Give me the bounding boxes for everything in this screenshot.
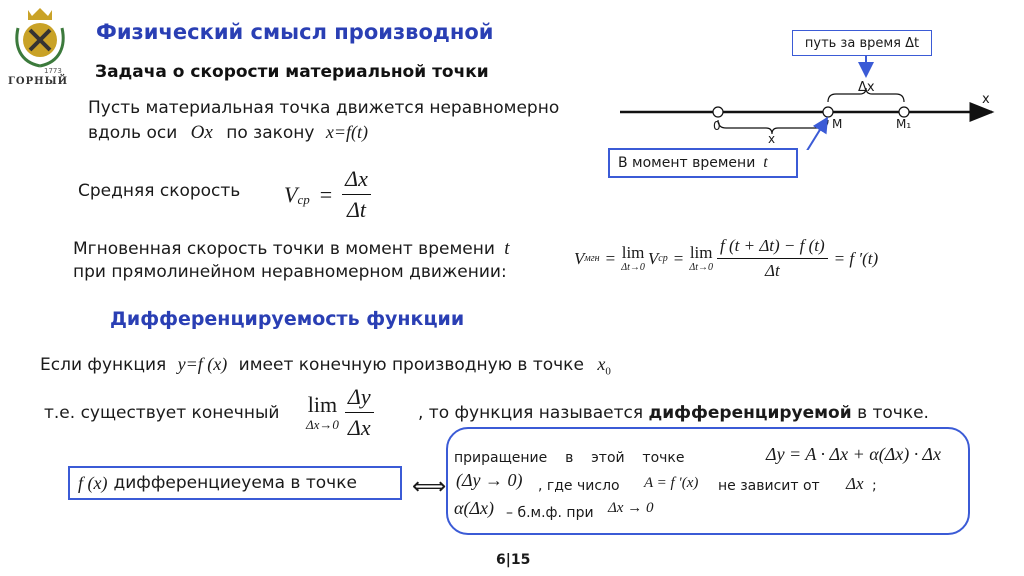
inst-speed-line-1-text: Мгновенная скорость точки в момент времени <box>73 239 495 259</box>
callout-path-text: путь за время Δt <box>804 35 920 51</box>
box-function: f (x) <box>78 472 108 493</box>
callout-time-var: t <box>763 154 768 171</box>
diff-num: Δy <box>345 384 374 413</box>
avg-speed-v-sub: cp <box>297 191 310 207</box>
diff-line-1-b: имеет конечную производную в точке <box>238 355 584 375</box>
diff-line-1 <box>40 354 611 377</box>
inst-v2: V <box>647 248 659 268</box>
inst-v-sub: мгн <box>584 253 600 264</box>
inst-v2-sub: cp <box>658 253 668 264</box>
def-row-2-formula: A = f ′(x) <box>644 475 699 491</box>
inst-rhs: = f ′(t) <box>833 248 879 268</box>
label-origin: 0 <box>713 119 721 133</box>
avg-speed-label: Средняя скорость <box>78 181 241 201</box>
def-row-2-cond: (Δy → 0) <box>456 470 523 490</box>
label-point-m1: M₁ <box>896 117 912 131</box>
label-point-m: M <box>832 117 843 131</box>
inst-lim-2 <box>689 244 713 273</box>
page-number: 6|15 <box>496 552 531 568</box>
intro-line-1: Пусть материальная точка движется неравномерно <box>88 98 560 118</box>
inst-lim-2-word: lim <box>689 243 713 262</box>
def-row-3-text: – б.м.ф. при <box>506 505 594 521</box>
diff-line-2-b-text: , то функция называется <box>418 403 644 423</box>
inst-lim-2-sub: Δt→0 <box>689 262 713 273</box>
inst-v: V <box>574 248 585 268</box>
differentiable-box <box>68 466 402 500</box>
diff-function: y=f (x) <box>177 354 228 374</box>
motion-diagram <box>600 50 1010 150</box>
diff-line-2-c: в точке. <box>857 403 929 423</box>
diff-den: Δx <box>347 415 371 440</box>
inst-speed-line-1 <box>73 238 510 260</box>
inst-num: f (t + Δt) − f (t) <box>717 236 828 259</box>
avg-speed-formula: V $_{cp}$ = $\frac{\Delta x}{\Delta t}$ <box>284 166 371 223</box>
diff-point: x <box>597 354 606 374</box>
inst-lim-1-sub: Δt→0 <box>621 262 645 273</box>
intro-law-label: по закону <box>226 123 315 143</box>
inst-speed-formula: V мгн = lim Δt→0 V cp = lim Δt→0 $\frac{f (t + \Delta t) - f (t)}{\Delta t}$ = f ′(t) <box>574 236 879 280</box>
def-row-1-formula: Δy = A · Δx + α(Δx) · Δx <box>766 444 941 464</box>
section-title-differentiability: Дифференцируемость функции <box>110 308 465 330</box>
law-formula: x=f(t) <box>325 122 369 142</box>
diff-lim-sub: Δx→0 <box>306 417 339 432</box>
diff-point-sub: 0 <box>605 365 611 378</box>
inst-fraction <box>717 236 828 281</box>
intro-line-2 <box>88 122 368 144</box>
diff-fraction <box>345 384 374 441</box>
inst-speed-t: t <box>504 238 510 259</box>
diff-limit-formula <box>306 384 374 441</box>
intro-axis-label: вдоль оси <box>88 123 178 143</box>
university-logo <box>6 4 74 90</box>
logo-year: 1773 <box>44 67 62 75</box>
def-row-2-end: ; <box>872 478 877 494</box>
avg-speed-den: Δt <box>346 197 367 222</box>
def-row-3-alpha: α(Δx) <box>454 498 494 518</box>
label-x-axis: x <box>982 92 990 107</box>
avg-speed-v: V <box>284 181 298 207</box>
def-row-1-text: приращение в этой точке <box>454 450 685 466</box>
def-row-2-var: Δx <box>846 474 864 493</box>
def-row-2-text: , где число <box>538 478 620 494</box>
inst-lim-1 <box>621 244 645 273</box>
axis-ox: Ox <box>190 122 213 143</box>
callout-time-text: В момент времени <box>618 155 756 171</box>
diff-lim-word: lim <box>307 392 338 417</box>
inst-lim-1-word: lim <box>621 243 645 262</box>
def-row-3-cond: Δx → 0 <box>608 500 654 516</box>
diff-line-1-a: Если функция <box>40 355 167 375</box>
label-x-segment: x <box>768 132 776 146</box>
inst-den: Δt <box>764 261 780 280</box>
avg-speed-num: Δx <box>342 166 371 195</box>
diff-bold-term: дифференцируемой <box>648 403 852 423</box>
diff-line-2-b <box>418 403 929 423</box>
label-delta-x: Δx <box>858 80 875 95</box>
logo-text: ГОРНЫЙ <box>8 76 69 87</box>
page-title: Физический смысл производной <box>96 20 494 44</box>
equivalence-symbol: ⟺ <box>412 472 447 500</box>
def-row-2-text2: не зависит от <box>718 478 820 494</box>
diff-lim <box>306 394 339 431</box>
callout-time-box <box>608 148 798 178</box>
box-text: дифференциеуема в точке <box>113 473 357 493</box>
diff-line-2-a: т.е. существует конечный <box>44 403 280 423</box>
avg-speed-fraction <box>342 166 371 223</box>
task-subtitle: Задача о скорости материальной точки <box>95 62 489 82</box>
inst-speed-line-2: при прямолинейном неравномерном движении: <box>73 262 507 282</box>
